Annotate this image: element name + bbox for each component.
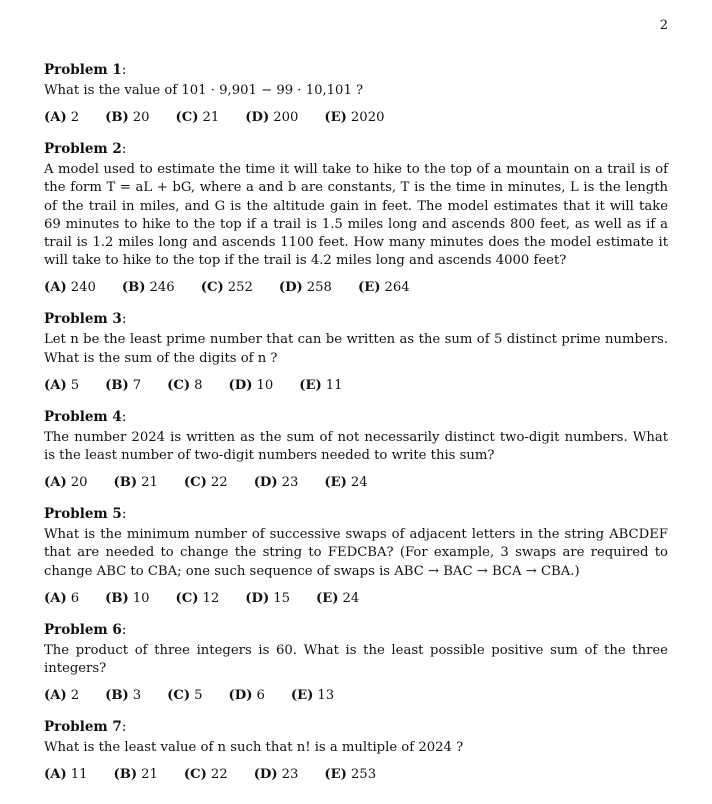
choice-value: 11 xyxy=(70,767,88,783)
choice-letter: (C) xyxy=(183,767,207,783)
choice-value: 21 xyxy=(141,767,158,783)
answer-choice xyxy=(44,688,79,703)
choice-value: 8 xyxy=(194,377,203,393)
problem-title-text: Problem 2 xyxy=(44,141,122,158)
answer-choice xyxy=(245,591,290,606)
problem-title: Problem 6: xyxy=(44,621,127,638)
choice-value: 20 xyxy=(132,110,150,126)
choice-letter: (C) xyxy=(175,590,199,606)
choice-value: 5 xyxy=(70,377,80,393)
choice-letter: (A) xyxy=(44,475,67,491)
choice-value: 23 xyxy=(281,475,299,491)
choice-letter: (B) xyxy=(113,767,138,783)
choice-letter: (D) xyxy=(253,475,278,491)
choice-letter: (A) xyxy=(44,688,67,704)
choice-letter: (C) xyxy=(167,688,191,704)
choice-letter: (D) xyxy=(253,767,278,783)
choice-value: 20 xyxy=(70,475,88,491)
problem-text: The product of three integers is 60. What is the least possible positive sum of the three integers? xyxy=(44,642,668,677)
answer-choice xyxy=(299,378,342,393)
choice-letter: (C) xyxy=(167,377,191,393)
problem-text: A model used to estimate the time it will take to hike to the top of a mountain on a trail is of the form T = aL + bG, where a and b are constants, T is the time in minutes, L is the length of the trail in miles, and G is the altitude gain in feet. The model estimates that it will take 69 minutes to hike to the top if a trail is 1.5 miles long and ascends 800 feet, as well as if a trail is 1.2 miles long and ascends 1100 feet. How many minutes does the model estimate it will take to hike to the top if the trail is 4.2 miles long and ascends 4000 feet? xyxy=(44,162,668,269)
choice-value: 12 xyxy=(202,590,220,606)
choice-letter: (D) xyxy=(278,280,303,296)
answer-choice xyxy=(229,688,265,703)
choice-value: 6 xyxy=(256,688,265,704)
choice-letter: (A) xyxy=(44,110,67,126)
problem-title: Problem 4: xyxy=(44,408,127,425)
answer-choice xyxy=(245,110,298,125)
choice-letter: (C) xyxy=(200,280,224,296)
choice-letter: (E) xyxy=(299,377,322,393)
answer-choices xyxy=(44,280,668,295)
answer-choice xyxy=(229,378,274,393)
answer-choice xyxy=(114,767,158,782)
problem-5 xyxy=(44,506,668,606)
problem-title: Problem 7: xyxy=(44,719,127,736)
choice-letter: (B) xyxy=(121,280,146,296)
choice-letter: (E) xyxy=(357,280,381,296)
choice-value: 246 xyxy=(149,280,175,296)
page-number: 2 xyxy=(659,18,668,33)
choice-value: 253 xyxy=(350,767,377,783)
answer-choice xyxy=(176,591,220,606)
problem-text: The number 2024 is written as the sum of not necessarily distinct two-digit numbers. What is the least number of two-digit numbers needed to write this sum? xyxy=(44,429,668,464)
problem-text: What is the value of 101 · 9,901 − 99 · 10,101 ? xyxy=(44,83,364,98)
choice-letter: (A) xyxy=(44,377,67,393)
answer-choice xyxy=(122,280,175,295)
problem-title-text: Problem 5 xyxy=(44,506,122,523)
answer-choice xyxy=(201,280,253,295)
answer-choice xyxy=(279,280,332,295)
answer-choice xyxy=(105,378,141,393)
choice-letter: (E) xyxy=(290,688,314,704)
answer-choice xyxy=(114,475,158,490)
answer-choices xyxy=(44,378,668,393)
answer-choices xyxy=(44,688,668,703)
choice-value: 5 xyxy=(194,688,203,704)
choice-letter: (A) xyxy=(44,767,67,783)
answer-choice xyxy=(105,591,149,606)
problem-title: Problem 1: xyxy=(44,62,127,78)
choice-letter: (A) xyxy=(44,280,67,296)
answer-choice xyxy=(254,767,299,782)
problem-4 xyxy=(44,409,668,490)
answer-choice xyxy=(167,378,202,393)
choice-value: 258 xyxy=(306,280,332,296)
answer-choice xyxy=(44,280,96,295)
choice-letter: (E) xyxy=(324,475,347,491)
answer-choice xyxy=(316,591,359,606)
choice-letter: (D) xyxy=(228,688,253,704)
choice-value: 252 xyxy=(227,280,253,296)
choice-letter: (E) xyxy=(324,110,347,126)
choice-value: 22 xyxy=(210,475,228,491)
choice-value: 2 xyxy=(70,110,80,126)
problem-title-text: Problem 7 xyxy=(44,719,122,736)
answer-choice xyxy=(105,110,149,125)
choice-letter: (B) xyxy=(105,688,129,704)
problem-6 xyxy=(44,622,668,703)
choice-value: 15 xyxy=(273,590,290,606)
choice-value: 6 xyxy=(70,590,80,606)
choice-value: 13 xyxy=(317,688,335,704)
choice-value: 10 xyxy=(132,590,150,606)
answer-choice xyxy=(176,110,220,125)
choice-value: 240 xyxy=(70,280,96,296)
problem-title-text: Problem 6 xyxy=(44,621,122,638)
choice-letter: (E) xyxy=(324,767,347,783)
choice-value: 200 xyxy=(273,110,299,126)
choice-letter: (B) xyxy=(105,590,129,606)
problem-text: Let n be the least prime number that can be written as the sum of 5 distinct prime numbers. What is the sum of the digits of n ? xyxy=(44,332,668,366)
choice-letter: (B) xyxy=(105,110,129,126)
answer-choice xyxy=(254,475,299,490)
answer-choice xyxy=(44,591,79,606)
answer-choice xyxy=(291,688,334,703)
choice-value: 23 xyxy=(281,767,299,783)
choice-letter: (D) xyxy=(228,377,253,393)
answer-choice xyxy=(184,475,228,490)
problem-title: Problem 3: xyxy=(44,311,127,328)
answer-choice xyxy=(105,688,141,703)
choice-value: 22 xyxy=(210,767,228,783)
answer-choice xyxy=(184,767,228,782)
problem-title-text: Problem 3 xyxy=(44,311,122,328)
choice-letter: (C) xyxy=(175,110,199,126)
answer-choice xyxy=(44,475,88,490)
problem-3 xyxy=(44,311,668,392)
choice-value: 10 xyxy=(256,377,274,393)
problem-title-text: Problem 1 xyxy=(44,62,122,78)
choice-value: 264 xyxy=(384,280,410,296)
answer-choice xyxy=(167,688,202,703)
problem-list xyxy=(44,62,668,798)
answer-choice xyxy=(44,767,88,782)
choice-value: 7 xyxy=(132,377,142,393)
choice-value: 21 xyxy=(141,475,158,491)
problem-1 xyxy=(44,62,668,125)
problem-text: What is the minimum number of successive swaps of adjacent letters in the string ABCDEF that are needed to change the string to FEDCBA? (For example, 3 swaps are required to change ABC to CBA; one such sequence of swaps is ABC → BAC → BCA → CBA.) xyxy=(44,527,668,579)
choice-value: 3 xyxy=(132,688,142,704)
choice-letter: (A) xyxy=(44,590,67,606)
answer-choices xyxy=(44,767,668,782)
problem-7 xyxy=(44,719,668,782)
choice-letter: (B) xyxy=(105,377,129,393)
choice-letter: (D) xyxy=(245,110,270,126)
problem-text: What is the least value of n such that n! is a multiple of 2024 ? xyxy=(44,740,464,756)
answer-choices xyxy=(44,475,668,490)
choice-value: 24 xyxy=(350,475,368,491)
choice-letter: (E) xyxy=(316,590,339,606)
problem-title: Problem 5: xyxy=(44,506,127,523)
answer-choices xyxy=(44,591,668,606)
problem-title-text: Problem 4 xyxy=(44,408,122,425)
problem-2 xyxy=(44,141,668,295)
answer-choice xyxy=(44,378,79,393)
choice-value: 11 xyxy=(325,377,343,393)
answer-choices xyxy=(44,110,668,125)
problem-title: Problem 2: xyxy=(44,141,127,158)
answer-choice xyxy=(324,110,384,125)
answer-choice xyxy=(324,475,367,490)
answer-choice xyxy=(44,110,79,125)
choice-letter: (B) xyxy=(113,475,138,491)
choice-value: 24 xyxy=(342,590,360,606)
choice-letter: (C) xyxy=(183,475,207,491)
choice-value: 2 xyxy=(70,688,80,704)
choice-value: 2020 xyxy=(350,110,385,126)
choice-letter: (D) xyxy=(245,590,270,606)
answer-choice xyxy=(358,280,410,295)
choice-value: 21 xyxy=(202,110,220,126)
answer-choice xyxy=(324,767,376,782)
